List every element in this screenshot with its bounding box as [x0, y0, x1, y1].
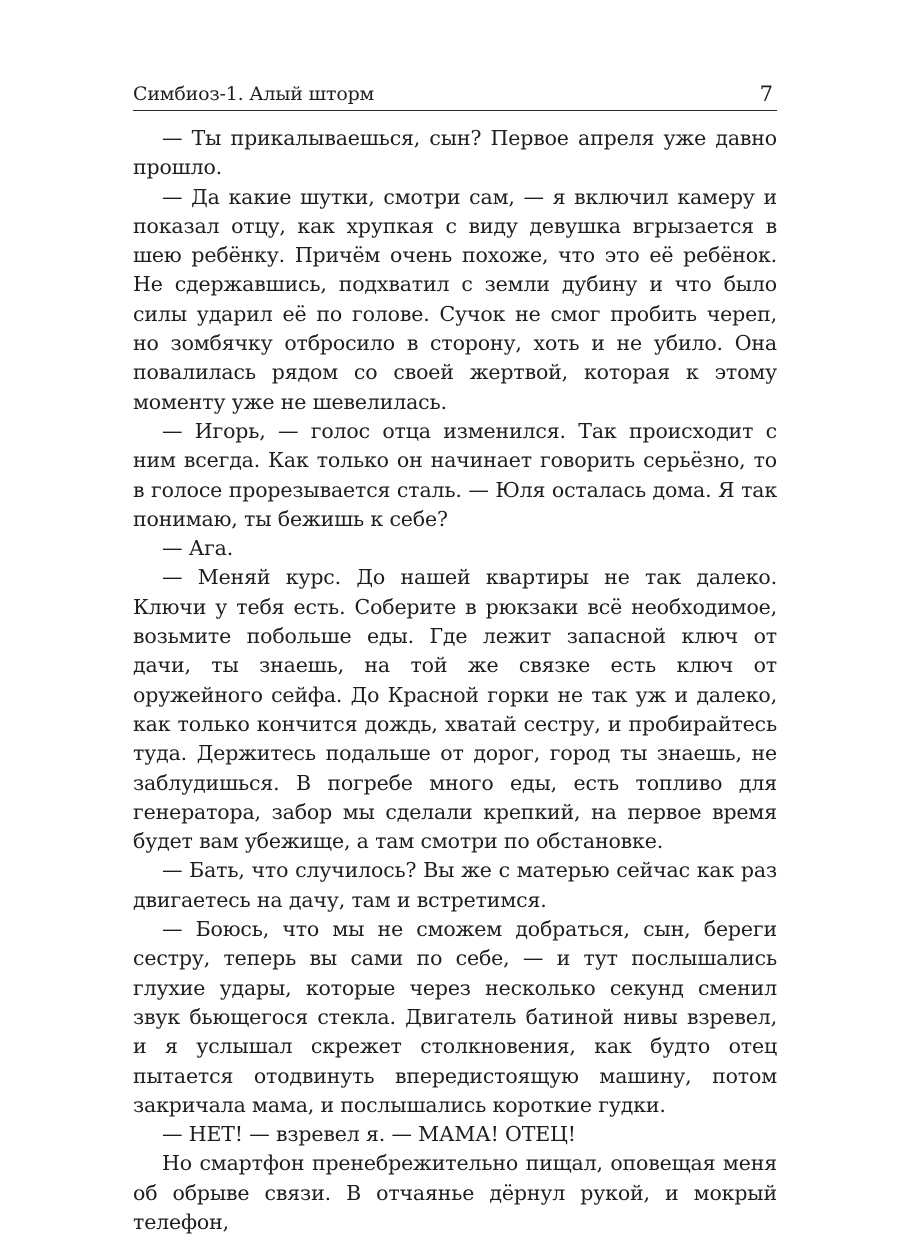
paragraph: — Меняй курс. До нашей квартиры не так далеко. Ключи у тебя есть. Соберите в рюкзаки всё необходимое, возьмите побольше еды. Где лежит запасной ключ от дачи, ты знаешь, на той же связке есть ключ от оружейного сейфа. До Красной горки не так уж и далеко, как только кончится дождь, хватай сестру, и пробирайтесь туда. Держитесь подальше от дорог, город ты знаешь, не заблудишься. В погребе много еды, есть топливо для генератора, забор мы сделали крепкий, на первое время будет вам убежище, а там смотри по обстановке.	[133, 565, 777, 854]
paragraph: — Ага.	[162, 536, 234, 561]
paragraph: — НЕТ! — взревел я. — МАМА! ОТЕЦ!	[162, 1122, 576, 1147]
paragraph: — Боюсь, что мы не сможем добраться, сын, береги сестру, теперь вы сами по себе, — и тут послышались глухие удары, которые через несколько секунд сменил звук бьющегося стекла. Двигатель батиной нивы взревел, и я услышал скрежет столкновения, как будто отец пытается отодвинуть впередистоящую машину, потом закричала мама, и послышались короткие гудки.	[133, 917, 777, 1117]
page-number: 7	[759, 82, 773, 106]
paragraph: — Да какие шутки, смотри сам, — я включил камеру и показал отцу, как хрупкая с виду девушка вгрызается в шею ребёнку. Причём очень похоже, что это её ребёнок. Не сдержавшись, подхватил с земли дубину и что было силы ударил её по голове. Сучок не смог пробить череп, но зомбячку отбросило в сторону, хоть и не убило. Она повалилась рядом со своей жертвой, которая к этому моменту уже не шевелилась.	[133, 184, 777, 414]
body-text	[133, 124, 777, 1237]
paragraph: Но смартфон пренебрежительно пищал, оповещая меня об обрыве связи. В отчаянье дёрнул рукой, и мокрый телефон,	[133, 1151, 777, 1234]
paragraph: — Игорь, — голос отца изменился. Так происходит с ним всегда. Как только он начинает говорить серьёзно, то в голосе прорезывается сталь. — Юля осталась дома. Я так понимаю, ты бежишь к себе?	[133, 418, 777, 531]
running-header	[133, 80, 775, 110]
running-title: Симбиоз-1. Алый шторм	[133, 83, 375, 105]
paragraph: — Бать, что случилось? Вы же с матерью сейчас как раз двигаетесь на дачу, там и встретимся.	[133, 858, 777, 912]
paragraph: — Ты прикалываешься, сын? Первое апреля уже давно прошло.	[133, 126, 777, 180]
header-rule	[133, 110, 777, 111]
